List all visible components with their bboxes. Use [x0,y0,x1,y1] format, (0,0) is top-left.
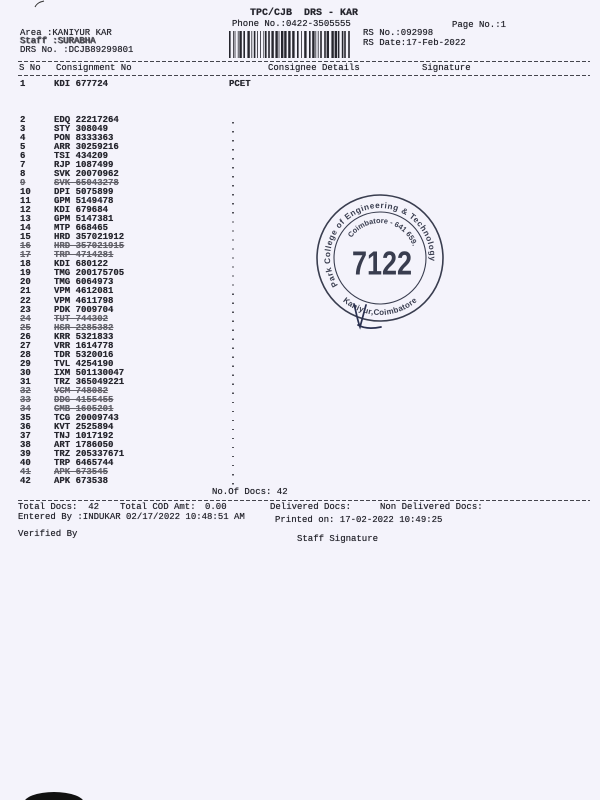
row-consignment-no: TVL 4254190 [54,358,114,369]
row-consignment-no: IXM 501130047 [54,367,125,378]
row-sno: 25 [20,322,31,333]
row-consignment-no: ARR 30259216 [54,142,119,153]
row-consignment-no: SVK 65043278 [54,178,119,189]
row-sno: 12 [20,205,31,216]
row-consignment-no: TNJ 1017192 [54,430,114,441]
row-sno: 7 [20,160,26,171]
staff-label: Staff :SURABHA [20,36,96,46]
row-consignment-no: TCG 20009743 [54,412,119,423]
row-sno: 32 [20,385,31,396]
row-consignment-no: HRD 357021912 [54,232,125,243]
row-sno: 15 [20,232,31,243]
row-consignment-no: DPI 5075899 [54,187,114,198]
row-sno: 34 [20,403,31,414]
row-sno: 10 [20,187,31,198]
document-title: TPC/CJB DRS - KAR [250,8,359,19]
non-delivered-docs: Non Delivered Docs: [380,502,483,512]
total-cod-value: 0.00 [205,502,227,512]
row-consignment-no: TMG 6064973 [54,277,114,288]
row-sno: 28 [20,349,31,360]
row-sno: 29 [20,358,31,369]
table-row [0,80,600,89]
row-consignment-no: HRD 357021915 [54,241,125,252]
drs-number: DRS No. :DCJB89299801 [20,44,134,55]
row-consignment-no: VCM 748082 [54,385,109,396]
rs-number: RS No.:092998 [363,27,434,38]
signature-scribble [345,298,385,334]
row-sno: 41 [20,466,31,477]
row-consignment-no: TRZ 365049221 [54,376,125,387]
row-consignment-no: TMG 200175705 [54,268,125,279]
row-sno: 14 [20,223,31,234]
row-consignment-no: HSR 2285382 [54,322,114,333]
row-sno: 2 [20,115,26,125]
row-sno: 5 [20,142,26,153]
row-consignment-no: KDI 679684 [54,205,109,216]
row-consignment-no: APK 673538 [54,476,109,486]
row-sno: 23 [20,304,31,315]
row-consignment-no: TUT 744302 [54,313,109,324]
row-sno: 40 [20,457,31,468]
phone-number: Phone No.:0422-3505555 [232,18,351,29]
row-consignment-no: GPM 5149478 [54,196,114,207]
row-consignment-no: TRP 4714281 [54,250,114,261]
row-consignment-no: APK 673545 [54,466,109,477]
row-sno: 24 [20,313,31,324]
row-sno: 20 [20,277,31,288]
row-consignment-no: TRP 6465744 [54,457,114,468]
row-sno: 4 [20,133,26,144]
rs-date: RS Date:17-Feb-2022 [363,37,466,48]
docs-count: No.Of Docs: 42 [212,486,288,497]
row-sno: 22 [20,295,31,306]
row-sno: 19 [20,268,31,279]
stamp-inner-text: Coimbatore - 641 659. [345,215,420,248]
separator-line [18,500,590,501]
verified-by: Verified By [18,529,78,539]
page-number: Page No.:1 [452,19,507,30]
row-consignment-no: VRR 1614778 [54,340,114,351]
row-consignment-no: PON 8333363 [54,133,114,144]
row-sno: 42 [20,476,31,486]
row-consignment-no: KRR 5321833 [54,331,114,342]
row-sno: 33 [20,394,31,405]
entered-by: Entered By :INDUKAR 02/17/2022 10:48:51 AM [18,512,245,522]
area-label: Area :KANIYUR KAR [20,27,112,38]
stamp-bottom-text: Kaniyur,Coimbatore [341,295,419,318]
row-sno: 30 [20,367,31,378]
row-consignment-no: KDI 680122 [54,259,109,270]
row-sno: 35 [20,412,31,423]
row-sno: 36 [20,421,31,432]
row-consignment-no: EDQ 22217264 [54,115,119,125]
row-sno: 39 [20,448,31,459]
column-header-sno: S No [19,62,41,73]
row-consignment-no: TDR 5320016 [54,349,114,360]
row-sno: 11 [20,196,31,207]
row-sno: 26 [20,331,31,342]
row-consignment-no: VPM 4611798 [54,295,114,306]
column-dotted-separator [232,122,234,486]
row-sno: 31 [20,376,31,387]
row-consignment-no: SVK 20070962 [54,169,119,180]
row-sno: 38 [20,439,31,450]
row-sno: 6 [20,151,26,162]
row-sno: 13 [20,214,31,225]
row-sno: 18 [20,259,31,270]
scan-artifact [22,786,86,800]
row-sno: 16 [20,241,31,252]
row-sno: 37 [20,430,31,441]
staff-signature-label: Staff Signature [297,534,379,544]
total-docs: Total Docs: 42 [18,502,100,512]
column-header-signature: Signature [422,62,471,73]
row-sno: 1 [20,79,26,89]
row-sno: 3 [20,124,26,135]
row-consignment-no: KVT 2525894 [54,421,114,432]
row-sno: 8 [20,169,26,180]
row-consignment-no: PDK 7009704 [54,304,114,315]
row-sno: 17 [20,250,31,261]
total-cod-label: Total COD Amt: [120,502,196,512]
row-sno: 21 [20,286,31,297]
row-consignment-no: TRZ 205337671 [54,448,125,459]
row-consignment-no: VPM 4612081 [54,286,114,297]
row-sno: 27 [20,340,31,351]
row-consignment-no: RJP 1087499 [54,160,114,171]
table-row [0,477,600,486]
row-consignment-no: KDI 677724 [54,79,109,89]
row-consignment-no: CMB 1605201 [54,403,114,414]
stamp-outer-text: Park College of Engineering & Technology [322,200,438,289]
delivered-docs: Delivered Docs: [270,502,352,512]
row-consignment-no: ART 1786050 [54,439,114,450]
row-consignment-no: TSI 434209 [54,151,109,162]
row-consignee: PCET [229,79,251,89]
row-consignment-no: DDG 4155455 [54,394,114,405]
row-consignment-no: GPM 5147381 [54,214,114,225]
row-consignment-no: STY 308049 [54,124,109,135]
column-header-consignee: Consignee Details [268,62,360,73]
row-consignment-no: MTP 668465 [54,223,109,234]
row-sno: 9 [20,178,26,189]
column-header-consignment: Consignment No [56,62,132,73]
stamp-number: 7122 [351,244,413,282]
printed-on: Printed on: 17-02-2022 10:49:25 [275,514,443,525]
